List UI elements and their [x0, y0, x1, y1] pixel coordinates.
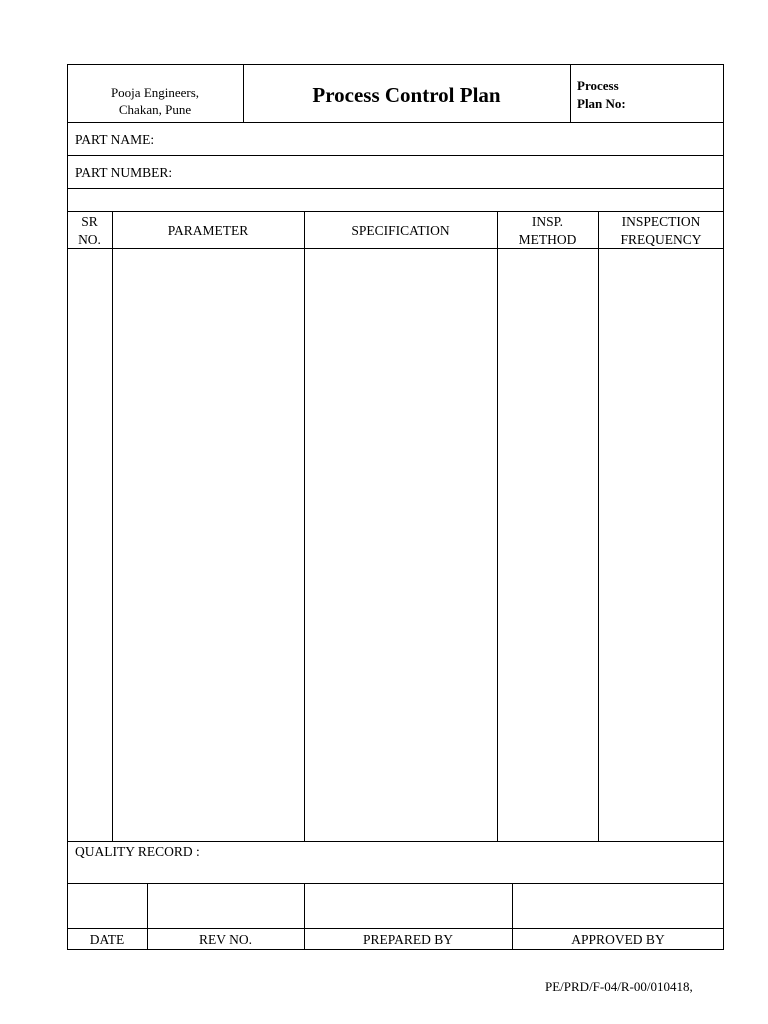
- spacer-rule: [67, 211, 724, 212]
- form-frame: [67, 64, 724, 950]
- table-bottom-rule: [67, 841, 724, 842]
- plan-no-label-line2: Plan No:: [577, 96, 626, 111]
- col-header-method-line2: METHOD: [518, 232, 577, 247]
- prepared-by-label: PREPARED BY: [363, 932, 453, 947]
- col-header-specification: SPECIFICATION: [351, 223, 450, 238]
- col-header-method-line1: INSP.: [531, 214, 564, 229]
- company-name: Pooja Engineers,: [110, 85, 200, 100]
- footer-label-rule: [67, 928, 724, 929]
- table-header-rule: [67, 248, 724, 249]
- part-number-rule: [67, 188, 724, 189]
- col-header-frequency-line2: FREQUENCY: [620, 232, 702, 247]
- page-title: Process Control Plan: [312, 83, 501, 107]
- part-name-rule: [67, 155, 724, 156]
- col-header-frequency-line1: INSPECTION: [621, 214, 701, 229]
- date-label: DATE: [89, 932, 125, 947]
- col-divider-3: [497, 211, 498, 841]
- col-header-sr-line1: SR: [81, 214, 98, 229]
- plan-no-label-line1: Process: [577, 78, 619, 93]
- quality-record-label: QUALITY RECORD :: [75, 844, 200, 859]
- part-number-label: PART NUMBER:: [75, 165, 173, 180]
- col-divider-4: [598, 211, 599, 841]
- company-location: Chakan, Pune: [118, 102, 192, 117]
- col-divider-1: [112, 211, 113, 841]
- header-divider-2: [570, 64, 571, 123]
- header-bottom-rule: [67, 122, 724, 123]
- quality-record-rule: [67, 883, 724, 884]
- col-divider-2: [304, 211, 305, 841]
- document-code: PE/PRD/F-04/R-00/010418,: [545, 979, 693, 994]
- col-header-parameter: PARAMETER: [167, 223, 249, 238]
- col-header-sr-line2: NO.: [78, 232, 101, 247]
- approved-by-label: APPROVED BY: [571, 932, 665, 947]
- rev-no-label: REV NO.: [198, 932, 252, 947]
- part-name-label: PART NAME:: [75, 132, 155, 147]
